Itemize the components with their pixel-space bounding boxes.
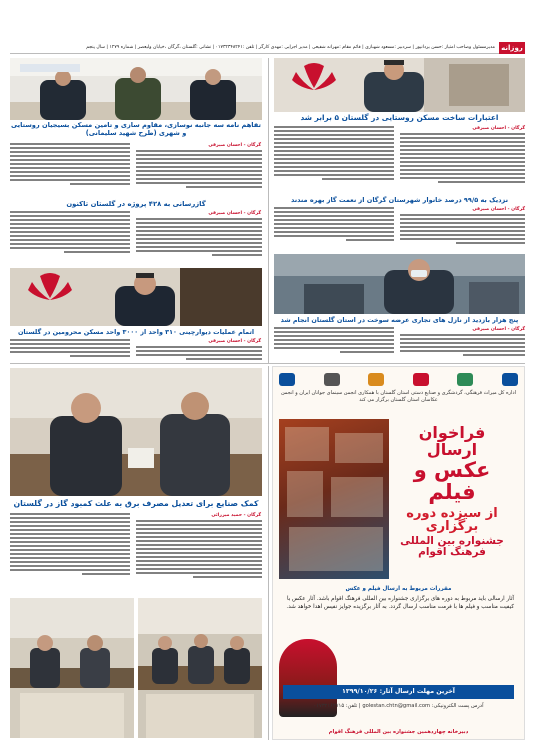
article-1-byline: گرگان - احسان صیرفی [472,126,525,131]
sponsor-logo-icon [368,373,384,386]
article-6-byline: گرگان - احسان صیرفی [208,339,261,344]
article-2-headline: تفاهم نامه سه جانبه نوسازی، مقاوم سازی و تامین مسکن بسیجیان روستایی و شهری (طرح شهید سلیمانی) [11,121,261,137]
poster-organizer: اداره کل میراث فرهنگی، گردشگری و صنایع دستی استان گلستان با همکاری انجمن سینمای جوانان ایران و انجمن عکاسان استان گلستان برگزار می کند [280,390,517,403]
article-2-photo [10,58,262,120]
article-7-byline: گرگان - حمید میرزائی [211,513,261,518]
article-1-headline: اعتبارات ساخت مسکن روستایی در گلستان ۵ برابر شد [300,113,499,122]
article-7-photo [10,368,262,496]
poster-call-title [392,425,512,558]
poster-rules-body: آثار ارسالی باید مربوط به دوره های برگزاری جشنواره بین المللی فرهنگ اقوام باشد. آثار عکس با کیفیت مناسب و فیلم ها با فرمت مناسب ارسال گردد. به آثار برگزیده جوایز نفیس اهدا خواهد شد. [286,596,514,611]
poster-call-line-1: فراخوان ارسال [418,423,486,459]
poster-photo-collage [279,419,389,579]
article-2-byline: گرگان - احسان صیرفی [208,143,261,148]
article-7-body-col-left [10,513,130,594]
article-6-headline: اتمام عملیات دیوارچینی ۳۱۰ واحد از ۳۰۰۰ واحد مسکن محرومین در گلستان [17,328,255,336]
poster-deadline: آخرین مهلت ارسال آثار: ۱۳۹۹/۱۰/۲۶ [283,685,514,699]
article-5-byline: گرگان - احسان صیرفی [472,327,525,332]
article-3-body-col-right [400,214,525,252]
poster-call-line-4: از سیزده دوره برگزاری [406,505,498,535]
sponsor-logo-icon [502,373,518,386]
article-2-body-col-left [10,143,130,198]
meeting-photo-right [138,598,262,738]
article-5-body-col-right [400,334,525,362]
poster-footer: دبیرخانه چهاردهمین جشنواره بین المللی فرهنگ اقوام [328,729,469,735]
article-6-body-col-right [136,346,262,362]
sponsor-logos [279,373,518,387]
article-4-byline: گرگان - احسان صیرفی [208,211,261,216]
poster-call-line-3: فیلم [428,479,476,504]
poster-rules-title: مقررات مربوط به ارسال فیلم و عکس [345,586,452,592]
column-divider [268,58,269,363]
masthead-strip [10,42,525,54]
article-7-body-col-right [136,520,262,594]
poster-call-line-5: جشنواره بین المللی فرهنگ اقوام [400,534,504,558]
article-6-body-col-left [10,339,130,362]
meeting-photo-left [10,598,134,738]
poster-call-line-2: عکس و [413,457,491,482]
sponsor-logo-icon [457,373,473,386]
masthead-credits: مدیرمسئول وصاحب امتیاز :حسن یزدانپور | سردبیر :مسعود شهبازی | قائم مقام :مهرانه شفیعی | مدیر اجرایی :مهدی کارگر | تلفن :۰۱۷۳۲۳۴۸۲۴۱ | نشانی :گلستان ،گرگان ،خیابان ولیعصر | شماره ۱۲۷۹ | سال پنجم [86,45,495,50]
article-6-photo [10,268,262,326]
article-4-body-col-left [10,211,130,266]
sponsor-logo-icon [413,373,429,386]
article-5-body-col-left [274,327,394,362]
newspaper-logo: روزانه [499,42,525,54]
festival-poster [272,366,525,740]
article-3-body-col-left [274,207,394,252]
poster-contact: آدرس پست الکترونیکی: golestan.chtn@gmail.com | تلفن: ۰۱۷۳۲۱۶۲۷۱۵ [313,703,484,709]
article-2-body-col-right [136,150,262,198]
article-1-body-col-left [274,126,394,195]
article-3-byline: گرگان - احسان صیرفی [472,207,525,212]
section-divider [10,363,525,364]
sponsor-logo-icon [324,373,340,386]
article-5-headline: پنج هزار بازدید از نازل های تجاری عرضه سوخت در استان گلستان انجام شد [280,316,519,324]
article-4-body-col-right [136,218,262,266]
article-7-headline: کمک صنایع برای تعدیل مصرف برق به علت کمبود گاز در گلستان [13,499,259,508]
article-4-headline: گازرسانی به ۴۲۸ پروژه در گلستان تاکنون [66,200,206,208]
sponsor-logo-icon [279,373,295,386]
article-1-photo [274,58,525,112]
column-divider [268,366,269,740]
article-3-headline: نزدیک به ۹۹/۵ درصد خانوار شهرستان گرگان از نعمت گاز بهره مندند [290,196,509,204]
article-5-photo [274,254,525,314]
poster-rules [283,585,514,611]
article-1-body-col-right [400,133,525,195]
